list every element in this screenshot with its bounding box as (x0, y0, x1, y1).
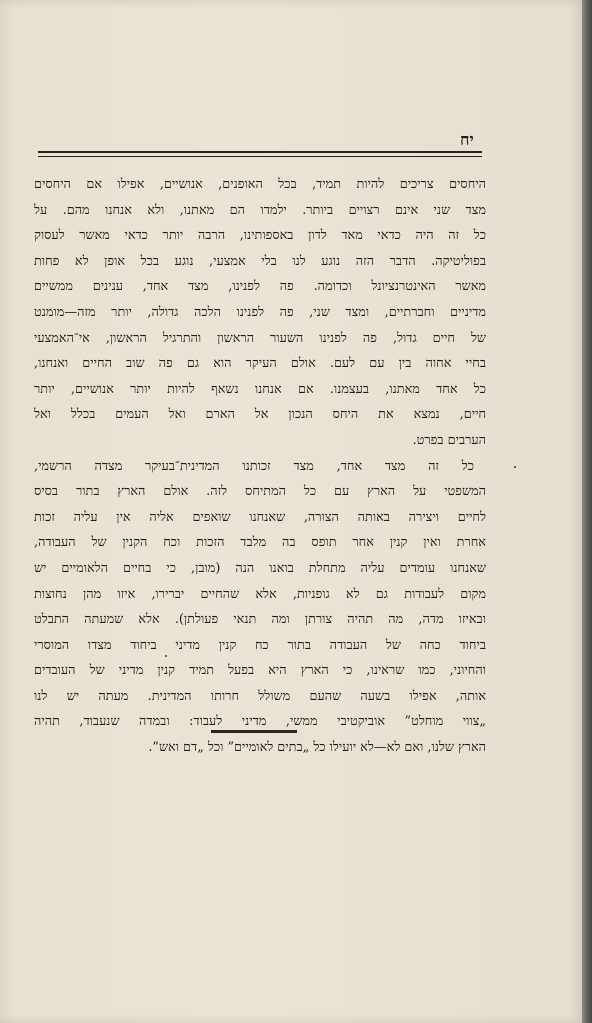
text-line: בפוליטיקה. הדבר הזה נוגע לנו בלי אמצעי, נוגע בכל אופן לא פחות (34, 253, 486, 269)
body-text (34, 172, 486, 761)
text-line: מדיניים וחברתיים, ומצד שני, פה לפנינו הלכה גדולה, יותר מזה—מומנט (34, 304, 486, 320)
header-rule-thick (38, 151, 482, 153)
header-rule-thin (38, 156, 482, 157)
paragraph-2 (34, 454, 486, 761)
text-line: המשפטי על הארץ עם כל המתיחס לזה. אולם הארץ בתור בסיס (34, 484, 486, 500)
paragraph-1 (34, 172, 486, 454)
text-line: כל זה מצד אחד, מצד זכותנו המדינית־בעיקר מצדה הרשמי, (34, 458, 474, 474)
text-line: היחסים צריכים להיות תמיד, בכל האופנים, אנושיים, אפילו אם היחסים (34, 177, 486, 192)
paper-speck (514, 466, 516, 468)
page-number: יח (460, 130, 474, 149)
text-line: הארץ שלנו, ואם לא—לא יועילו כל „בתים לאומיים” וכל „דם ואש”. (148, 740, 486, 756)
text-line: לחיים ויצירה באותה הצורה, שאנחנו שואפים אליה אין עליה זכות (34, 509, 486, 525)
book-spine-edge (582, 0, 592, 1023)
text-line: כל זה היה כדאי מאד לדון באספותינו, הרבה יותר כדאי מאשר לעסוק (34, 228, 486, 244)
section-separator (211, 730, 297, 733)
text-line: אחרת ואין קנין אחר תופס בה מלבד הזכות וכח הקנין של העבודה, (34, 535, 486, 551)
text-line: „צווי מוחלט” אוביקטיבי ממשי, מדיני לעבוד: ובמדה שנעבוד, תהיה (34, 714, 486, 730)
text-line: בחיי אחוה בין עם לעם. אולם העיקר הוא גם פה שוב החיים ואנחנו, (34, 356, 486, 372)
text-line: של חיים גדול, פה לפנינו השעור הראשון והתרגיל הראשון, אי־האמצעי (34, 330, 486, 346)
text-line: אותה, אפילו בשעה שהעם משולל חרותו המדינית. מעתה יש לנו (34, 688, 486, 704)
text-line: חיים, נמצא את היחס הנכון אל הארם ואל העמים בכלל ואל (34, 407, 486, 423)
text-line: כל אחד מאתנו, בעצמנו. אם אנחנו נשאף להיות יותר אנושיים, יותר (34, 381, 486, 397)
paper-speck (165, 655, 167, 657)
text-line: שאנחנו עומדים עליה מתחלת בואנו הנה (מובן, כי בחיים הלאומיים יש (34, 560, 486, 576)
text-line: מאשר האינטרנציונל וכדומה. פה לפנינו, מצד אחד, ענינים ממשיים (34, 279, 486, 295)
text-line: מקום לעבודות גם לא גופניות, אלא שהחיים יברירו, איזו מהן נחוצות (34, 586, 486, 602)
text-line: ובאיזו מדה, מה תהיה צורתן ומה תנאי פעולתן). אלא שמעתה התבלט (34, 612, 486, 628)
text-line: מצד שני אינם רצויים ביותר. ילמדו הם מאתנו, ולא אנחנו מהם. על (34, 202, 486, 218)
text-line: ביחוד כחה של העבודה בתור כח קנין מדיני ביחוד מצדו המוסרי (34, 637, 486, 653)
text-line: והחיוני, כמו שראינו, כי הארץ היא בפעל תמיד קנין מדיני של העובדים (34, 663, 486, 679)
text-line: הערבים בפרט. (412, 432, 486, 448)
